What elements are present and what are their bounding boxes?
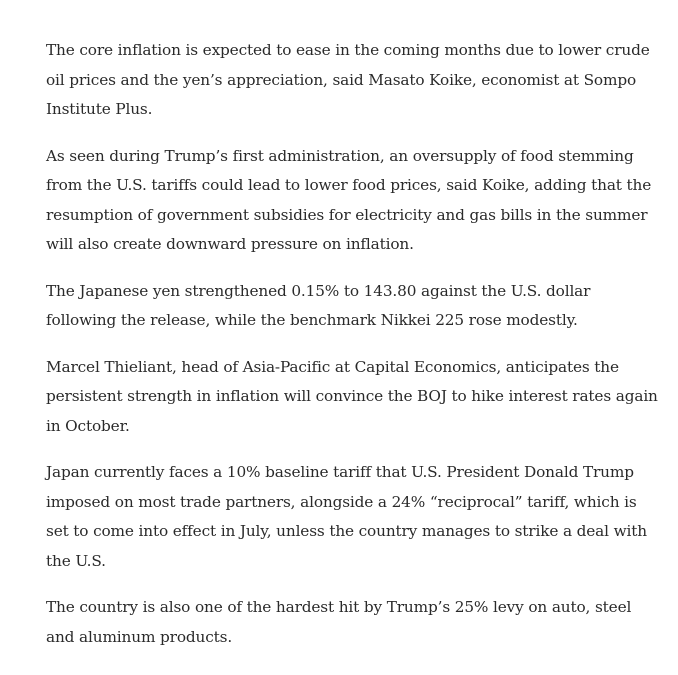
paragraph-tariffs: Japan currently faces a 10% baseline tariff that U.S. President Donald Trump imposed on most trade partners, alongside a 24% “reciprocal” tariff, which is set to come into effect in July, unless the country manages to strike a deal with the U.S. <box>46 463 647 570</box>
paragraph-boj-rate-hike: Marcel Thieliant, head of Asia-Pacific at Capital Economics, anticipates the persistent strength in inflation will convince the BOJ to hike interest rates again in October. <box>46 357 658 435</box>
paragraph-auto-steel-levy: The country is also one of the hardest hit by Trump’s 25% levy on auto, steel and aluminum products. <box>46 598 632 646</box>
paragraph-yen-nikkei: The Japanese yen strengthened 0.15% to 143.80 against the U.S. dollar following the release, while the benchmark Nikkei 225 rose modestly. <box>46 281 591 329</box>
article-body <box>46 36 658 669</box>
paragraph-food-oversupply: As seen during Trump’s first administration, an oversupply of food stemming from the U.S. tariffs could lead to lower food prices, said Koike, adding that the resumption of government subsidies for electricity and gas bills in the summer will also create downward pressure on inflation. <box>46 146 652 253</box>
paragraph-core-inflation: The core inflation is expected to ease in the coming months due to lower crude oil prices and the yen’s appreciation, said Masato Koike, economist at Sompo Institute Plus. <box>46 41 650 118</box>
